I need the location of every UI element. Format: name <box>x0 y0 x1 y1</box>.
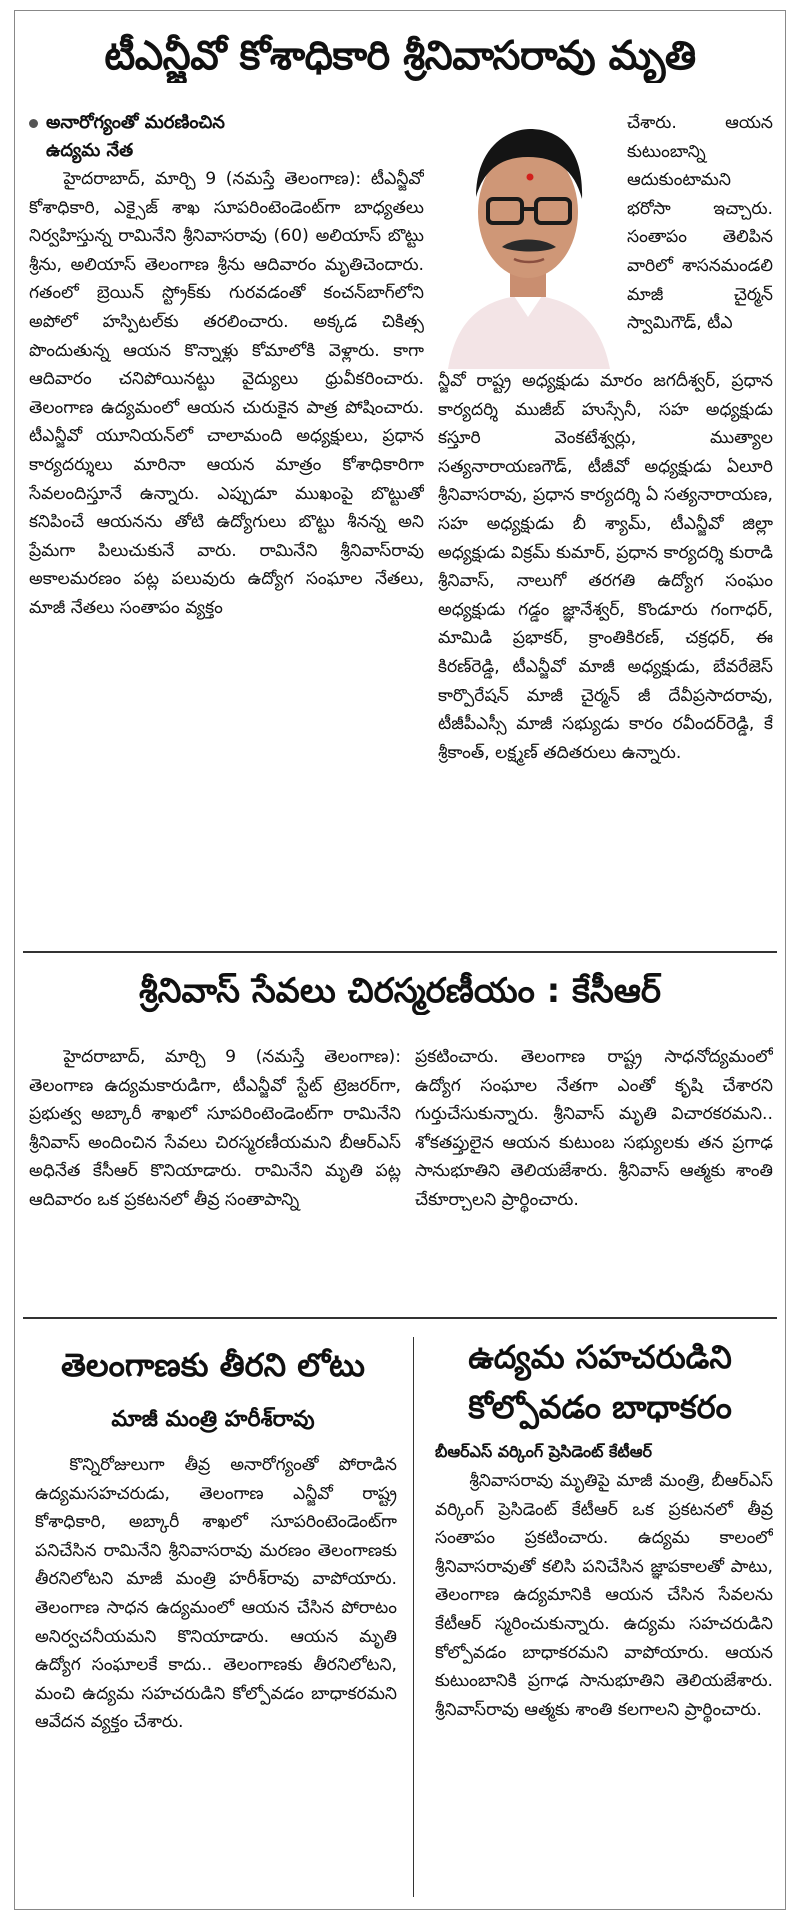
bullet-icon <box>29 119 38 128</box>
story1-kicker-line2: ఉద్యమ నేత <box>46 140 134 161</box>
portrait-photo <box>438 107 618 369</box>
story4-headline-line1: ఉద్యమ సహచరుడిని <box>468 1338 732 1376</box>
story1-right-column <box>438 367 773 937</box>
portrait-illustration <box>438 107 618 369</box>
story2-body-left: హైదరాబాద్, మార్చి 9 (నమస్తే తెలంగాణ): తెలంగాణ ఉద్యమకారుడిగా, టీఎన్జీవో స్టేట్ ట్రెజరర్‌గా, ప్రభుత్వ అబ్కారీ శాఖలో సూపరింటెండెంట్‌గా రామినేని శ్రీనివాస్ అందించిన సేవలు చిరస్మరణీయమని బీఆర్‌ఎస్ అధినేత కేసీఆర్ కొనియాడారు. రామినేని మృతి పట్ల ఆదివారం ఒక ప్రకటనలో తీవ్ర సంతాపాన్ని <box>29 1047 401 1210</box>
story4-column <box>435 1467 773 1901</box>
story4-body: శ్రీనివాసరావు మృతిపై మాజీ మంత్రి, బీఆర్‌ఎస్ వర్కింగ్ ప్రెసిడెంట్ కేటీఆర్ ఒక ప్రకటనలో తీవ్ర సంతాపం ప్రకటించారు. ఉద్యమ కాలంలో శ్రీనివాసరావుతో కలిసి పనిచేసిన జ్ఞాపకాలతో పాటు, తెలంగాణ ఉద్యమానికి ఆయన చేసిన సేవలను కేటీఆర్ స్మరించుకున్నారు. ఉద్యమ సహచరుడిని కోల్పోవడం బాధాకరమని వాపోయారు. ఆయన కుటుంబానికి ప్రగాఢ సానుభూతిని తెలియజేశారు. శ్రీనివాస్‌రావు ఆత్మకు శాంతి కలగాలని ప్రార్థించారు. <box>435 1471 773 1720</box>
story2-right-column <box>415 1043 773 1301</box>
section-divider <box>23 951 777 953</box>
story1-body-right-top: చేశారు. ఆయన కుటుంబాన్ని ఆదుకుంటామని భరోసా ఇచ్చారు. సంతాపం తెలిపిన వారిలో శాసనమండలి మాజీ చైర్మన్ స్వామిగౌడ్, టీఎ <box>627 113 773 334</box>
column-divider <box>413 1337 414 1897</box>
story4-byline: బీఆర్‌ఎస్ వర్కింగ్ ప్రెసిడెంట్ కేటీఆర్ <box>435 1442 652 1461</box>
story1-kicker-line1: అనారోగ్యంతో మరణించిన <box>46 112 225 133</box>
story1-kicker <box>29 109 424 137</box>
story3-headline: తెలంగాణకు తీరని లోటు <box>61 1346 365 1384</box>
story2-left-column <box>29 1043 401 1301</box>
story2-body-right: ప్రకటించారు. తెలంగాణ రాష్ట్ర సాధనోద్యమంలో ఉద్యోగ సంఘాల నేతగా ఎంతో కృషి చేశారని గుర్తుచేసుకున్నారు. శ్రీనివాస్ మృతి విచారకరమని.. శోకతప్తులైన ఆయన కుటుంబ సభ్యులకు తన ప్రగాఢ సానుభూతిని తెలియజేశారు. శ్రీనివాస్ ఆత్మకు శాంతి చేకూర్చాలని ప్రార్థించారు. <box>415 1047 773 1210</box>
story1-body-right: న్జీవో రాష్ట్ర అధ్యక్షుడు మారం జగదీశ్వర్, ప్రధాన కార్యదర్శి ముజీబ్ హుస్సేనీ, సహ అధ్యక్షుడు కస్తూరి వెంకటేశ్వర్లు, ముత్యాల సత్యనారాయణగౌడ్, టీజీవో అధ్యక్షుడు ఏలూరి శ్రీనివాసరావు, ప్రధాన కార్యదర్శి ఏ సత్యనారాయణ, సహ అధ్యక్షుడు బీ శ్యామ్, టీఎన్జీవో జిల్లా అధ్యక్షుడు విక్రమ్ కుమార్, ప్రధాన కార్యదర్శి కురాడి శ్రీనివాస్, నాలుగో తరగతి ఉద్యోగ సంఘం అధ్యక్షుడు గడ్డం జ్ఞానేశ్వర్, కొండూరు గంగాధర్, మామిడి ప్రభాకర్, క్రాంతికిరణ్, చక్రధర్, ఈ కిరణ్‌రెడ్డి, టీఎన్జీవో మాజీ అధ్యక్షుడు, బేవరేజెస్ కార్పొరేషన్ మాజీ చైర్మన్ జీ దేవీప్రసాదరావు, టీజీపీఎస్సీ మాజీ సభ్యుడు కారం రవీందర్‌రెడ్డి, కే శ్రీకాంత్, లక్ష్మణ్ తదితరులు ఉన్నారు. <box>438 371 773 763</box>
story1-body-left: హైదరాబాద్, మార్చి 9 (నమస్తే తెలంగాణ): టీఎన్జీవో కోశాధికారి, ఎక్సైజ్ శాఖ సూపరింటెండెంట్‌గా బాధ్యతలు నిర్వహిస్తున్న రామినేని శ్రీనివాసరావు (60) అలియాస్ బొట్టు శ్రీను, అలియాస్ తెలంగాణ శ్రీను ఆదివారం మృతిచెందారు. గతంలో బ్రెయిన్ స్ట్రోక్‌కు గురవడంతో కంచన్‌బాగ్‌లోని అపోలో హస్పిటల్‌కు తరలించారు. అక్కడ చికిత్స పొందుతున్న ఆయన కొన్నాళ్లు కోమాలోకి వెళ్లారు. కాగా ఆదివారం చనిపోయినట్టు వైద్యులు ధ్రువీకరించారు. తెలంగాణ ఉద్యమంలో ఆయన చురుకైన పాత్ర పోషించారు. టీఎన్జీవో యూనియన్‌లో చాలామంది అధ్యక్షులు, ప్రధాన కార్యదర్శులు మారినా ఆయన మాత్రం కోశాధికారిగా సేవలందిస్తూనే ఉన్నారు. ఎప్పుడూ ముఖంపై బొట్టుతో కనిపించే ఆయనను తోటి ఉద్యోగులు బొట్టు శీనన్న అని ప్రేమగా పిలుచుకునే వారు. రామినేని శ్రీనివాస్‌రావు అకాలమరణం పట్ల పలువురు ఉద్యోగ సంఘాల నేతలు, మాజీ నేతలు సంతాపం వ్యక్తం <box>29 169 424 618</box>
story1-left-column <box>29 109 424 937</box>
story3-body: కొన్నిరోజులుగా తీవ్ర అనారోగ్యంతో పోరాడిన ఉద్యమసహచరుడు, తెలంగాణ ఎన్జీవో రాష్ట్ర కోశాధికారి, అబ్కారీ శాఖలో సూపరింటెండెంట్‌గా పనిచేసిన రామినేని శ్రీనివాసరావు మరణం తెలంగాణకు తీరనిలోటని మాజీ మంత్రి హరీశ్‌రావు వాపోయారు. తెలంగాణ సాధన ఉద్యమంలో ఆయన చేసిన పోరాటం అనిర్వచనీయమని కొనియాడారు. ఆయన మృతి ఉద్యోగ సంఘాలకే కాదు.. తెలంగాణకు తీరనిలోటని, మంచి ఉద్యమ సహచరుడిని కోల్పోవడం బాధాకరమని ఆవేదన వ్యక్తం చేశారు. <box>35 1455 397 1733</box>
story3-column <box>35 1451 397 1901</box>
story1-headline: టీఎన్జీవో కోశాధికారి శ్రీనివాసరావు మృతి <box>104 33 696 79</box>
section-divider-2 <box>23 1317 777 1319</box>
story2-headline: శ్రీనివాస్ సేవలు చిరస్మరణీయం : కేసీఆర్ <box>138 971 662 1011</box>
newspaper-clipping <box>14 10 786 1910</box>
story3-byline: మాజీ మంత్రి హరీశ్‌రావు <box>111 1407 315 1432</box>
story1-right-top-column <box>627 109 773 365</box>
story4-headline-line2: కోల్పోవడం బాధాకరం <box>468 1388 732 1426</box>
